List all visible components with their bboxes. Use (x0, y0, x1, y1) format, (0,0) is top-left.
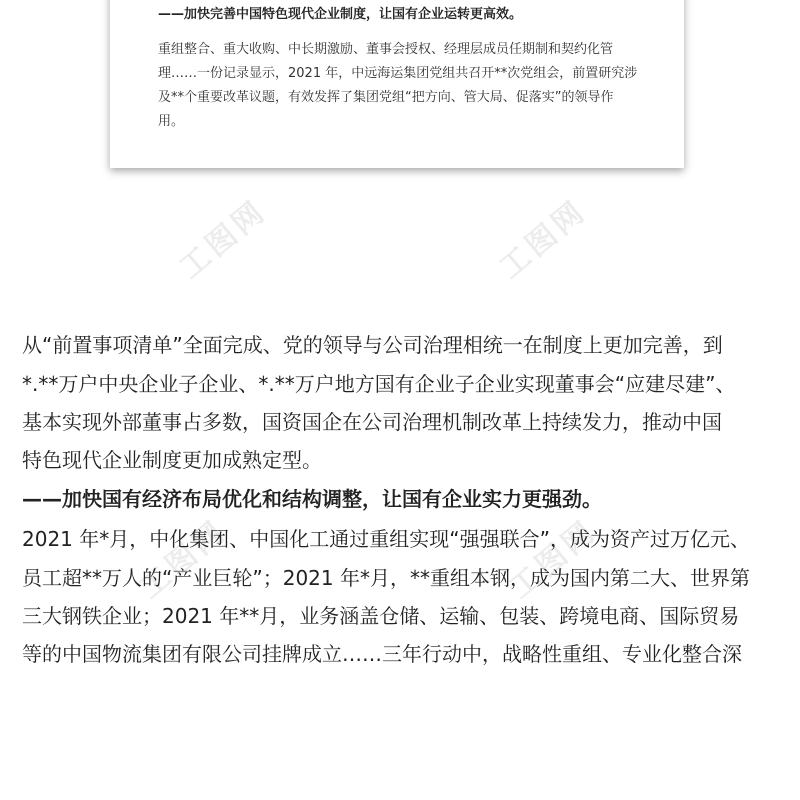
card-body-line: 理……一份记录显示，2021 年，中远海运集团党组共召开**次党组会，前置研究涉 (158, 66, 638, 81)
paragraph (22, 325, 782, 479)
card-body-line: 重组整合、重大收购、中长期激励、董事会授权、经理层成员任期制和契约化管 (158, 42, 614, 57)
watermark: 工图网 (502, 513, 604, 606)
card-heading: ——加快完善中国特色现代企业制度，让国有企业运转更高效。 (158, 7, 523, 22)
article-body (22, 325, 782, 673)
paragraph-line: 基本实现外部董事占多数，国资国企在公司治理机制改革上持续发力，推动中国 (22, 410, 722, 434)
paragraph-line: 2021 年*月，中化集团、中国化工通过重组实现“强强联合”，成为资产过万亿元、 (22, 527, 750, 551)
watermark: 工图网 (132, 513, 234, 606)
card-body-line: 及**个重要改革议题，有效发挥了集团党组“把方向、管大局、促落实”的领导作 (158, 90, 614, 105)
paragraph-line: 从“前置事项清单”全面完成、党的领导与公司治理相统一在制度上更加完善，到 (22, 333, 723, 357)
paragraph-line: 员工超**万人的“产业巨轮”；2021 年*月，**重组本钢，成为国内第二大、世界第 (22, 566, 750, 590)
paragraph-line: 特色现代企业制度更加成熟定型。 (22, 448, 322, 472)
section-heading: ——加快国有经济布局优化和结构调整，让国有企业实力更强劲。 (22, 487, 602, 511)
watermark: 工图网 (172, 193, 274, 286)
paragraph-line: 三大钢铁企业；2021 年**月，业务涵盖仓储、运输、包装、跨境电商、国际贸易 (22, 604, 740, 628)
paragraph-line: 等的中国物流集团有限公司挂牌成立……三年行动中，战略性重组、专业化整合深 (22, 642, 742, 666)
card-body-line: 用。 (158, 114, 185, 129)
paragraph-line: *.**万户中央企业子企业、*.**万户地方国有企业子企业实现董事会“应建尽建”、 (22, 372, 736, 396)
watermark: 工图网 (492, 193, 594, 286)
paragraph (22, 519, 782, 673)
card-body (158, 38, 676, 134)
